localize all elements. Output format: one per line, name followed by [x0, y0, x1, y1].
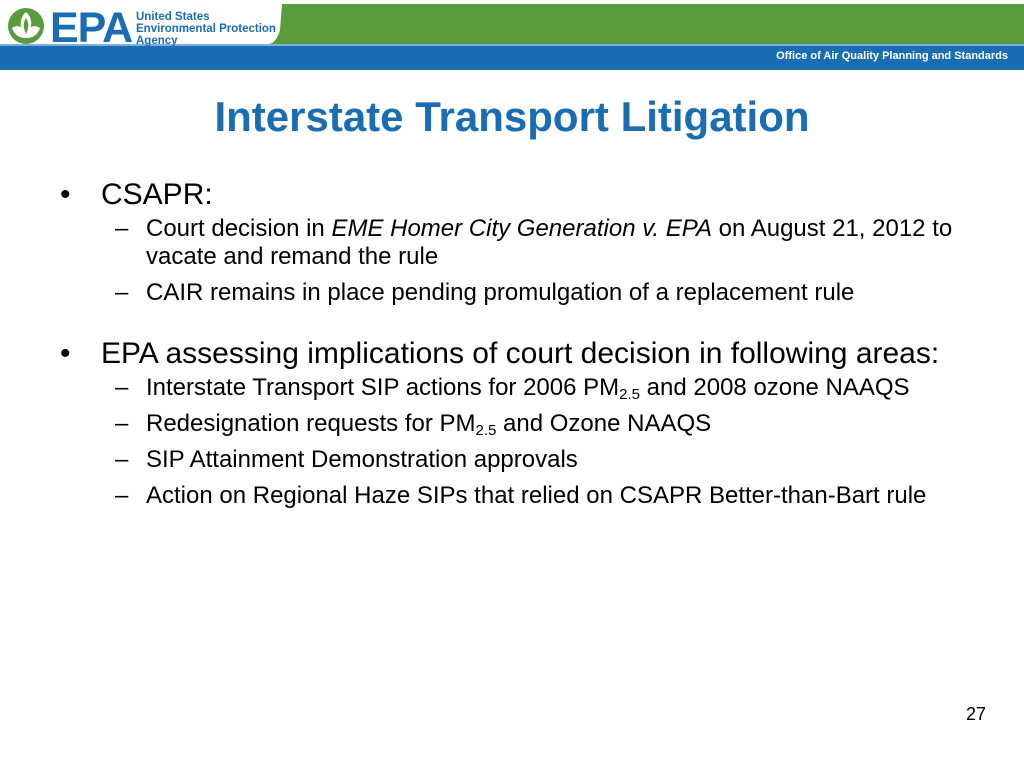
bullet-text: CSAPR:: [101, 178, 213, 211]
header-banner: [0, 0, 1024, 70]
subscript: 2.5: [619, 386, 640, 403]
sub-item: [60, 374, 1000, 402]
sub-text: SIP Attainment Demonstration approvals: [146, 446, 578, 473]
epa-flower-icon: [6, 6, 46, 46]
bullet-csapr: [60, 178, 1000, 211]
sub-item: [60, 482, 1000, 510]
sub-text: on August 21, 2012 to vacate and remand the rule: [146, 215, 953, 270]
page-number: 27: [965, 704, 986, 724]
agency-line: United States: [136, 11, 210, 23]
dash-marker: –: [115, 482, 129, 509]
sub-list: [60, 374, 1000, 510]
agency-line: Environmental Protection: [136, 23, 276, 35]
sub-list: [60, 215, 1000, 307]
sub-item: [60, 215, 1000, 271]
epa-logo-text: EPA: [50, 4, 133, 52]
office-name: Office of Air Quality Planning and Standards: [776, 50, 1008, 62]
slide-title: Interstate Transport Litigation: [214, 93, 810, 140]
sub-item: [60, 279, 1000, 307]
agency-name: [136, 11, 276, 47]
sub-text: CAIR remains in place pending promulgation of a replacement rule: [146, 279, 855, 306]
case-name: EME Homer City Generation v. EPA: [331, 215, 713, 242]
bullet-epa-assessing: [60, 337, 1000, 370]
sub-text: Court decision in: [146, 215, 332, 242]
sub-text: Redesignation requests for PM: [146, 410, 476, 437]
dash-marker: –: [115, 215, 129, 242]
agency-line: Agency: [136, 35, 178, 47]
bullet-marker: •: [60, 178, 71, 211]
sub-item: [60, 410, 1000, 438]
sub-item: [60, 446, 1000, 474]
sub-text: Interstate Transport SIP actions for 2006 PM: [146, 374, 620, 401]
slide-body: [60, 178, 1000, 518]
epa-logo: [6, 6, 276, 50]
bullet-marker: •: [60, 337, 71, 370]
dash-marker: –: [115, 410, 129, 437]
bullet-text: EPA assessing implications of court decision in following areas:: [101, 337, 940, 370]
sub-text: and Ozone NAAQS: [496, 410, 712, 437]
dash-marker: –: [115, 446, 129, 473]
dash-marker: –: [115, 374, 129, 401]
sub-text: Action on Regional Haze SIPs that relied on CSAPR Better-than-Bart rule: [146, 482, 927, 509]
sub-text: and 2008 ozone NAAQS: [640, 374, 910, 401]
dash-marker: –: [115, 279, 129, 306]
subscript: 2.5: [475, 422, 497, 439]
